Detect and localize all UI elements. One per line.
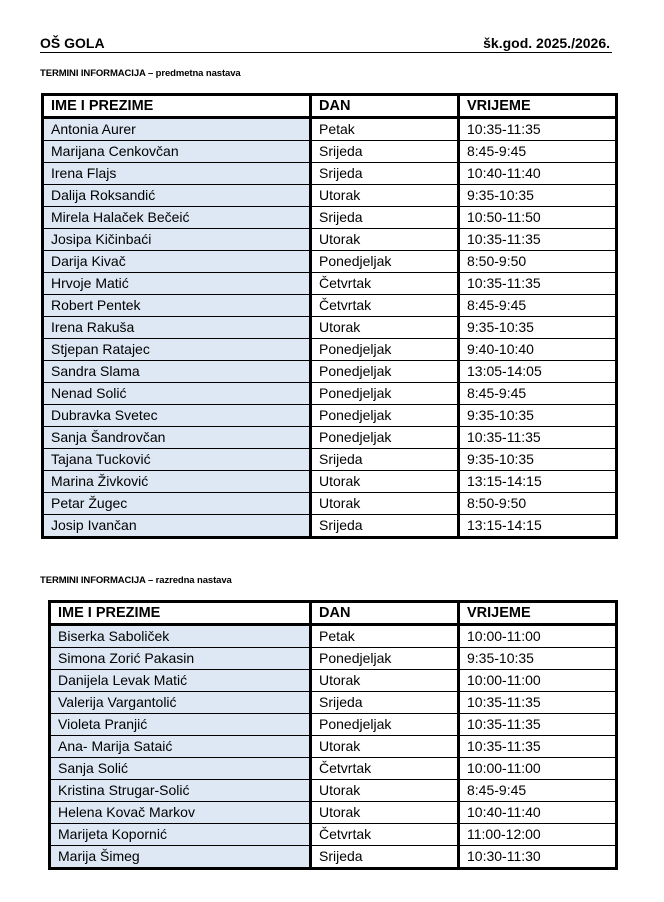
day-cell: Srijeda	[311, 163, 459, 185]
teacher-name-cell: Antonia Aurer	[43, 118, 311, 141]
column-header-name: IME I PREZIME	[50, 602, 311, 625]
table-row	[43, 383, 617, 405]
time-cell: 13:15-14:15	[459, 515, 617, 538]
time-cell: 9:35-10:35	[459, 449, 617, 471]
day-cell: Četvrtak	[311, 273, 459, 295]
teacher-name-cell: Petar Žugec	[43, 493, 311, 515]
table-row	[43, 118, 617, 141]
teacher-name-cell: Kristina Strugar-Solić	[50, 780, 311, 802]
time-cell: 10:35-11:35	[459, 714, 617, 736]
table-row	[43, 515, 617, 538]
teacher-name-cell: Dalija Roksandić	[43, 185, 311, 207]
time-cell: 8:50-9:50	[459, 251, 617, 273]
time-cell: 9:35-10:35	[459, 185, 617, 207]
teacher-name-cell: Danijela Levak Matić	[50, 670, 311, 692]
column-header-day: DAN	[311, 602, 459, 625]
day-cell: Četvrtak	[311, 295, 459, 317]
teacher-name-cell: Tajana Tucković	[43, 449, 311, 471]
day-cell: Srijeda	[311, 515, 459, 538]
teacher-name-cell: Marija Šimeg	[50, 846, 311, 869]
table-row	[50, 670, 617, 692]
table-row	[43, 273, 617, 295]
day-cell: Utorak	[311, 471, 459, 493]
teacher-name-cell: Irena Rakuša	[43, 317, 311, 339]
day-cell: Ponedjeljak	[311, 648, 459, 670]
table-row	[43, 163, 617, 185]
teacher-name-cell: Irena Flajs	[43, 163, 311, 185]
teacher-name-cell: Marina Živković	[43, 471, 311, 493]
day-cell: Četvrtak	[311, 824, 459, 846]
time-cell: 10:35-11:35	[459, 118, 617, 141]
table-row	[50, 714, 617, 736]
table-row	[43, 317, 617, 339]
day-cell: Utorak	[311, 493, 459, 515]
table-row	[50, 846, 617, 869]
time-cell: 9:35-10:35	[459, 648, 617, 670]
column-header-time: VRIJEME	[459, 95, 617, 118]
table-row	[50, 824, 617, 846]
table-row	[50, 736, 617, 758]
time-cell: 8:45-9:45	[459, 141, 617, 163]
time-cell: 10:35-11:35	[459, 736, 617, 758]
time-cell: 13:05-14:05	[459, 361, 617, 383]
time-cell: 10:35-11:35	[459, 229, 617, 251]
time-cell: 10:35-11:35	[459, 273, 617, 295]
school-name: OŠ GOLA	[40, 35, 105, 51]
table-row	[50, 780, 617, 802]
time-cell: 10:35-11:35	[459, 427, 617, 449]
day-cell: Srijeda	[311, 141, 459, 163]
time-cell: 13:15-14:15	[459, 471, 617, 493]
table-row	[43, 339, 617, 361]
table-row	[43, 427, 617, 449]
teacher-name-cell: Mirela Halaček Bečeić	[43, 207, 311, 229]
teacher-name-cell: Ana- Marija Sataić	[50, 736, 311, 758]
time-cell: 11:00-12:00	[459, 824, 617, 846]
day-cell: Utorak	[311, 802, 459, 824]
teacher-name-cell: Nenad Solić	[43, 383, 311, 405]
teacher-name-cell: Sanja Solić	[50, 758, 311, 780]
table-row	[50, 648, 617, 670]
time-cell: 10:00-11:00	[459, 758, 617, 780]
day-cell: Utorak	[311, 670, 459, 692]
teacher-name-cell: Sanja Šandrovčan	[43, 427, 311, 449]
section-title-razredna: TERMINI INFORMACIJA – razredna nastava	[40, 575, 232, 586]
teacher-name-cell: Stjepan Ratajec	[43, 339, 311, 361]
table-row	[43, 251, 617, 273]
teacher-name-cell: Josipa Kičinbaći	[43, 229, 311, 251]
day-cell: Srijeda	[311, 846, 459, 869]
table-row	[43, 361, 617, 383]
day-cell: Ponedjeljak	[311, 427, 459, 449]
day-cell: Ponedjeljak	[311, 361, 459, 383]
day-cell: Petak	[311, 118, 459, 141]
day-cell: Srijeda	[311, 449, 459, 471]
table-row	[50, 625, 617, 648]
teacher-name-cell: Violeta Pranjić	[50, 714, 311, 736]
teacher-name-cell: Marijana Cenkovčan	[43, 141, 311, 163]
time-cell: 10:40-11:40	[459, 163, 617, 185]
table-row	[43, 229, 617, 251]
day-cell: Ponedjeljak	[311, 714, 459, 736]
teacher-name-cell: Valerija Vargantolić	[50, 692, 311, 714]
table-row	[50, 802, 617, 824]
column-header-day: DAN	[311, 95, 459, 118]
time-cell: 10:40-11:40	[459, 802, 617, 824]
teacher-name-cell: Helena Kovač Markov	[50, 802, 311, 824]
day-cell: Srijeda	[311, 692, 459, 714]
time-cell: 10:35-11:35	[459, 692, 617, 714]
day-cell: Utorak	[311, 736, 459, 758]
day-cell: Četvrtak	[311, 758, 459, 780]
table-row	[43, 449, 617, 471]
teacher-name-cell: Robert Pentek	[43, 295, 311, 317]
day-cell: Utorak	[311, 780, 459, 802]
day-cell: Srijeda	[311, 207, 459, 229]
column-header-time: VRIJEME	[459, 602, 617, 625]
day-cell: Ponedjeljak	[311, 383, 459, 405]
table-row	[43, 141, 617, 163]
time-cell: 9:40-10:40	[459, 339, 617, 361]
table-row	[43, 493, 617, 515]
teacher-name-cell: Hrvoje Matić	[43, 273, 311, 295]
time-cell: 10:00-11:00	[459, 625, 617, 648]
table-row	[43, 405, 617, 427]
document-header	[40, 34, 612, 53]
teacher-name-cell: Darija Kivač	[43, 251, 311, 273]
teacher-name-cell: Josip Ivančan	[43, 515, 311, 538]
table-header-row	[43, 95, 617, 118]
time-cell: 8:45-9:45	[459, 780, 617, 802]
column-header-name: IME I PREZIME	[43, 95, 311, 118]
time-cell: 9:35-10:35	[459, 405, 617, 427]
school-year: šk.god. 2025./2026.	[483, 35, 610, 51]
table-row	[43, 471, 617, 493]
teacher-name-cell: Simona Zorić Pakasin	[50, 648, 311, 670]
time-cell: 8:45-9:45	[459, 383, 617, 405]
time-cell: 10:50-11:50	[459, 207, 617, 229]
teacher-name-cell: Biserka Saboliček	[50, 625, 311, 648]
section-title-predmetna: TERMINI INFORMACIJA – predmetna nastava	[40, 68, 241, 79]
table-row	[43, 185, 617, 207]
time-cell: 8:50-9:50	[459, 493, 617, 515]
time-cell: 10:30-11:30	[459, 846, 617, 869]
day-cell: Utorak	[311, 229, 459, 251]
day-cell: Ponedjeljak	[311, 251, 459, 273]
day-cell: Petak	[311, 625, 459, 648]
day-cell: Utorak	[311, 185, 459, 207]
time-cell: 8:45-9:45	[459, 295, 617, 317]
teacher-name-cell: Marijeta Kopornić	[50, 824, 311, 846]
time-cell: 10:00-11:00	[459, 670, 617, 692]
schedule-table-predmetna	[41, 93, 618, 539]
day-cell: Ponedjeljak	[311, 339, 459, 361]
table-row	[50, 758, 617, 780]
table-header-row	[50, 602, 617, 625]
teacher-name-cell: Dubravka Svetec	[43, 405, 311, 427]
day-cell: Ponedjeljak	[311, 405, 459, 427]
time-cell: 9:35-10:35	[459, 317, 617, 339]
teacher-name-cell: Sandra Slama	[43, 361, 311, 383]
table-row	[43, 295, 617, 317]
table-row	[50, 692, 617, 714]
schedule-table-razredna	[48, 600, 618, 870]
day-cell: Utorak	[311, 317, 459, 339]
table-row	[43, 207, 617, 229]
